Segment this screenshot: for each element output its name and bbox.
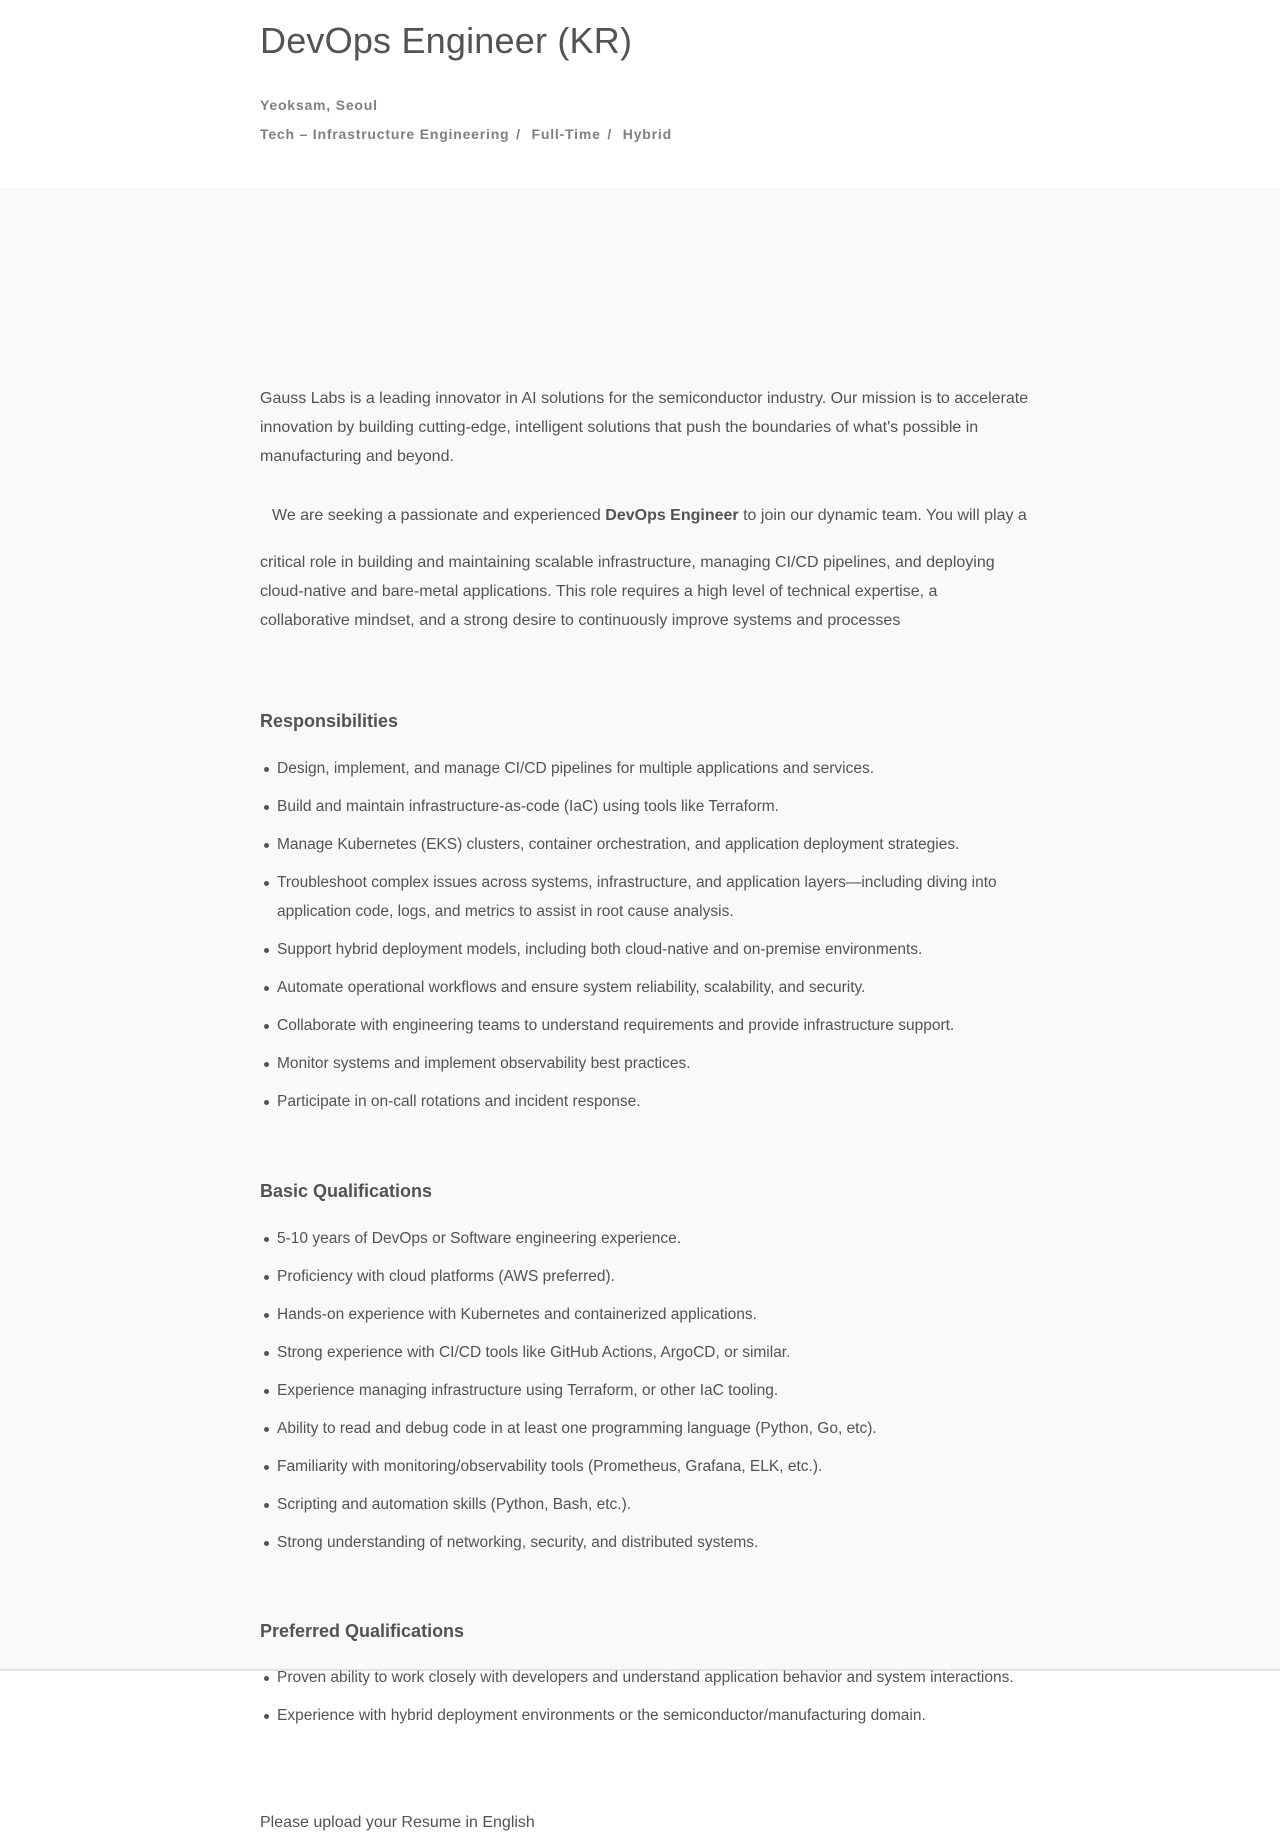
basic-qualifications-list	[260, 1224, 1020, 1566]
list-item: Participate in on-call rotations and incident response.	[260, 1087, 1020, 1116]
job-commitment: Full-Time	[531, 126, 601, 142]
list-item: Monitor systems and implement observability best practices.	[260, 1049, 1020, 1078]
list-item: Design, implement, and manage CI/CD pipelines for multiple applications and services.	[260, 754, 1020, 783]
resume-upload-note: Please upload your Resume in English	[260, 1814, 535, 1831]
preferred-qualifications-title: Preferred Qualifications	[260, 1621, 465, 1641]
list-item: Experience managing infrastructure using Terraform, or other IaC tooling.	[260, 1376, 1020, 1405]
responsibilities-title: Responsibilities	[260, 711, 399, 731]
role-seeking-suffix: to join our dynamic team. You will play a	[743, 507, 1027, 524]
list-item: 5-10 years of DevOps or Software engineering experience.	[260, 1224, 1020, 1253]
company-intro: Gauss Labs is a leading innovator in AI solutions for the semiconductor industry. Our mission is to accelerate innovation by building cutting-edge, intelligent solutions that push the boundaries of what's possible in manufacturing and beyond.	[260, 390, 1029, 465]
list-item: Proven ability to work closely with developers and understand application behavior and system interactions.	[260, 1663, 1020, 1692]
job-location: Yeoksam, Seoul	[260, 97, 378, 113]
role-detail: critical role in building and maintaining scalable infrastructure, managing CI/CD pipelines, and deploying cloud-native and bare-metal applications. This role requires a high level of technical expertise, a collaborative mindset, and a strong desire to continuously improve systems and processes	[260, 554, 995, 629]
basic-qualifications-title: Basic Qualifications	[260, 1181, 433, 1201]
list-item: Proficiency with cloud platforms (AWS preferred).	[260, 1262, 1020, 1291]
list-item: Build and maintain infrastructure-as-code (IaC) using tools like Terraform.	[260, 792, 1020, 821]
list-item: Automate operational workflows and ensure system reliability, scalability, and security.	[260, 973, 1020, 1002]
list-item: Familiarity with monitoring/observability tools (Prometheus, Grafana, ELK, etc.).	[260, 1452, 1020, 1481]
list-item: Strong experience with CI/CD tools like GitHub Actions, ArgoCD, or similar.	[260, 1338, 1020, 1367]
list-item: Ability to read and debug code in at least one programming language (Python, Go, etc).	[260, 1414, 1020, 1443]
job-categories: Tech – Infrastructure Engineering / Full-Time / Hybrid	[260, 126, 672, 142]
job-workplace-type: Hybrid	[622, 126, 672, 142]
responsibilities-list	[260, 754, 1020, 1125]
job-title: DevOps Engineer (KR)	[260, 20, 633, 61]
role-seeking-prefix: We are seeking a passionate and experienced	[272, 507, 601, 524]
list-item: Troubleshoot complex issues across systems, infrastructure, and application layers—including diving into application code, logs, and metrics to assist in root cause analysis.	[260, 868, 1020, 926]
list-item: Support hybrid deployment models, including both cloud-native and on-premise environments.	[260, 935, 1020, 964]
list-item: Hands-on experience with Kubernetes and containerized applications.	[260, 1300, 1020, 1329]
posting-body	[0, 188, 1280, 1831]
job-team: Tech – Infrastructure Engineering	[260, 126, 510, 142]
list-item: Experience with hybrid deployment environments or the semiconductor/manufacturing domain.	[260, 1701, 1020, 1730]
preferred-qualifications-list	[260, 1663, 1020, 1739]
list-item: Manage Kubernetes (EKS) clusters, container orchestration, and application deployment strategies.	[260, 830, 1020, 859]
list-item: Strong understanding of networking, security, and distributed systems.	[260, 1528, 1020, 1557]
posting-header	[0, 0, 1280, 188]
list-item: Collaborate with engineering teams to understand requirements and provide infrastructure support.	[260, 1011, 1020, 1040]
list-item: Scripting and automation skills (Python, Bash, etc.).	[260, 1490, 1020, 1519]
role-seeking	[272, 501, 1042, 530]
role-name: DevOps Engineer	[605, 507, 739, 524]
